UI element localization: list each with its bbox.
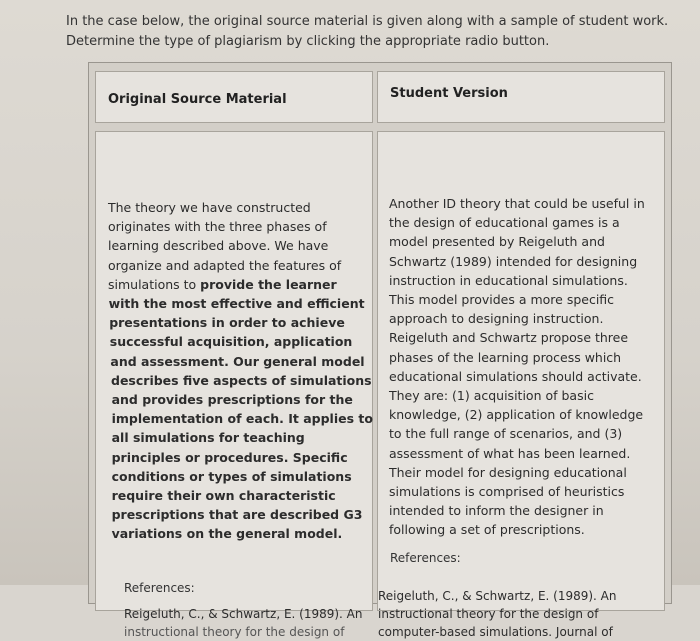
- original-text-cell: [95, 131, 373, 639]
- original-text-line: presentations in order to achieve: [109, 315, 345, 331]
- original-text-line: prescriptions that are described G3: [111, 507, 363, 523]
- original-references: [124, 605, 363, 641]
- instruction-line-2: Determine the type of plagiarism by clicking the appropriate radio button.: [66, 34, 550, 49]
- student-text-line: approach to designing instruction.: [389, 311, 604, 327]
- original-text-line: originates with the three phases of: [108, 219, 327, 235]
- student-text-line: following a set of prescriptions.: [389, 522, 585, 538]
- student-text: [389, 194, 661, 540]
- reference-line: instructional theory for the design of: [124, 625, 345, 639]
- student-text-line: model presented by Reigeluth and: [389, 234, 605, 250]
- original-header-cell: [95, 71, 373, 123]
- student-text-line: simulations is comprised of heuristics: [389, 484, 625, 500]
- original-text-line: and provides prescriptions for the: [111, 392, 353, 408]
- reference-line: instructional theory for the design of: [378, 607, 599, 621]
- student-text-line: phases of the learning process which: [389, 349, 622, 365]
- student-text-line: Reigeluth and Schwartz propose three: [389, 330, 629, 346]
- student-references: [378, 587, 617, 641]
- instruction-line-1: In the case below, the original source material is given along with a sample of student work.: [66, 14, 669, 29]
- original-text-line: The theory we have constructed: [108, 200, 311, 215]
- original-text-line: describes five aspects of simulations: [111, 372, 372, 388]
- original-text-line: implementation of each. It applies to: [111, 411, 373, 427]
- original-text-line: organize and adapted the features of: [108, 257, 342, 273]
- student-text-line: intended to inform the designer in: [389, 503, 604, 519]
- original-text-line: variations on the general model.: [111, 526, 343, 542]
- original-text-line: and assessment. Our general model: [110, 353, 365, 369]
- instructions: [66, 12, 676, 52]
- student-header-cell: [377, 71, 665, 123]
- student-text-cell: [377, 131, 665, 639]
- original-text-line: require their own characteristic: [111, 488, 336, 504]
- comparison-table: [88, 62, 672, 639]
- student-text-line: This model provides a more specific: [389, 292, 615, 308]
- original-text-line: simulations to provide the learner: [108, 276, 337, 292]
- student-text-line: knowledge, (2) application of knowledge: [389, 407, 644, 423]
- student-text-line: They are: (1) acquisition of basic: [389, 388, 594, 404]
- student-references-label: References:: [390, 551, 461, 565]
- original-text-line: with the most effective and efficient: [108, 296, 365, 312]
- student-text-line: educational simulations should activate.: [389, 368, 642, 384]
- reference-line: computer-based simulations. Journal of: [378, 625, 613, 639]
- reference-line: Reigeluth, C., & Schwartz, E. (1989). An: [378, 589, 617, 603]
- student-text-line: Their model for designing educational: [389, 464, 627, 480]
- original-text-line: principles or procedures. Specific: [111, 449, 348, 465]
- student-text-line: assessment of what has been learned.: [389, 445, 631, 461]
- original-text-line: conditions or types of simulations: [111, 468, 352, 484]
- student-text-line: the design of educational games is a: [389, 215, 620, 231]
- student-text-line: Schwartz (1989) intended for designing: [389, 253, 638, 269]
- original-text-line: all simulations for teaching: [111, 430, 305, 446]
- original-references-label: References:: [124, 581, 195, 595]
- reference-line: Reigeluth, C., & Schwartz, E. (1989). An: [124, 607, 363, 621]
- student-header: Student Version: [390, 86, 508, 101]
- original-text-line: learning described above. We have: [108, 238, 329, 254]
- original-text-line: successful acquisition, application: [109, 334, 353, 350]
- original-header: Original Source Material: [108, 92, 287, 107]
- student-text-line: to the full range of scenarios, and (3): [389, 426, 623, 442]
- original-text: [108, 198, 373, 544]
- student-text-line: instruction in educational simulations.: [389, 272, 628, 288]
- student-text-line: Another ID theory that could be useful in: [389, 196, 645, 211]
